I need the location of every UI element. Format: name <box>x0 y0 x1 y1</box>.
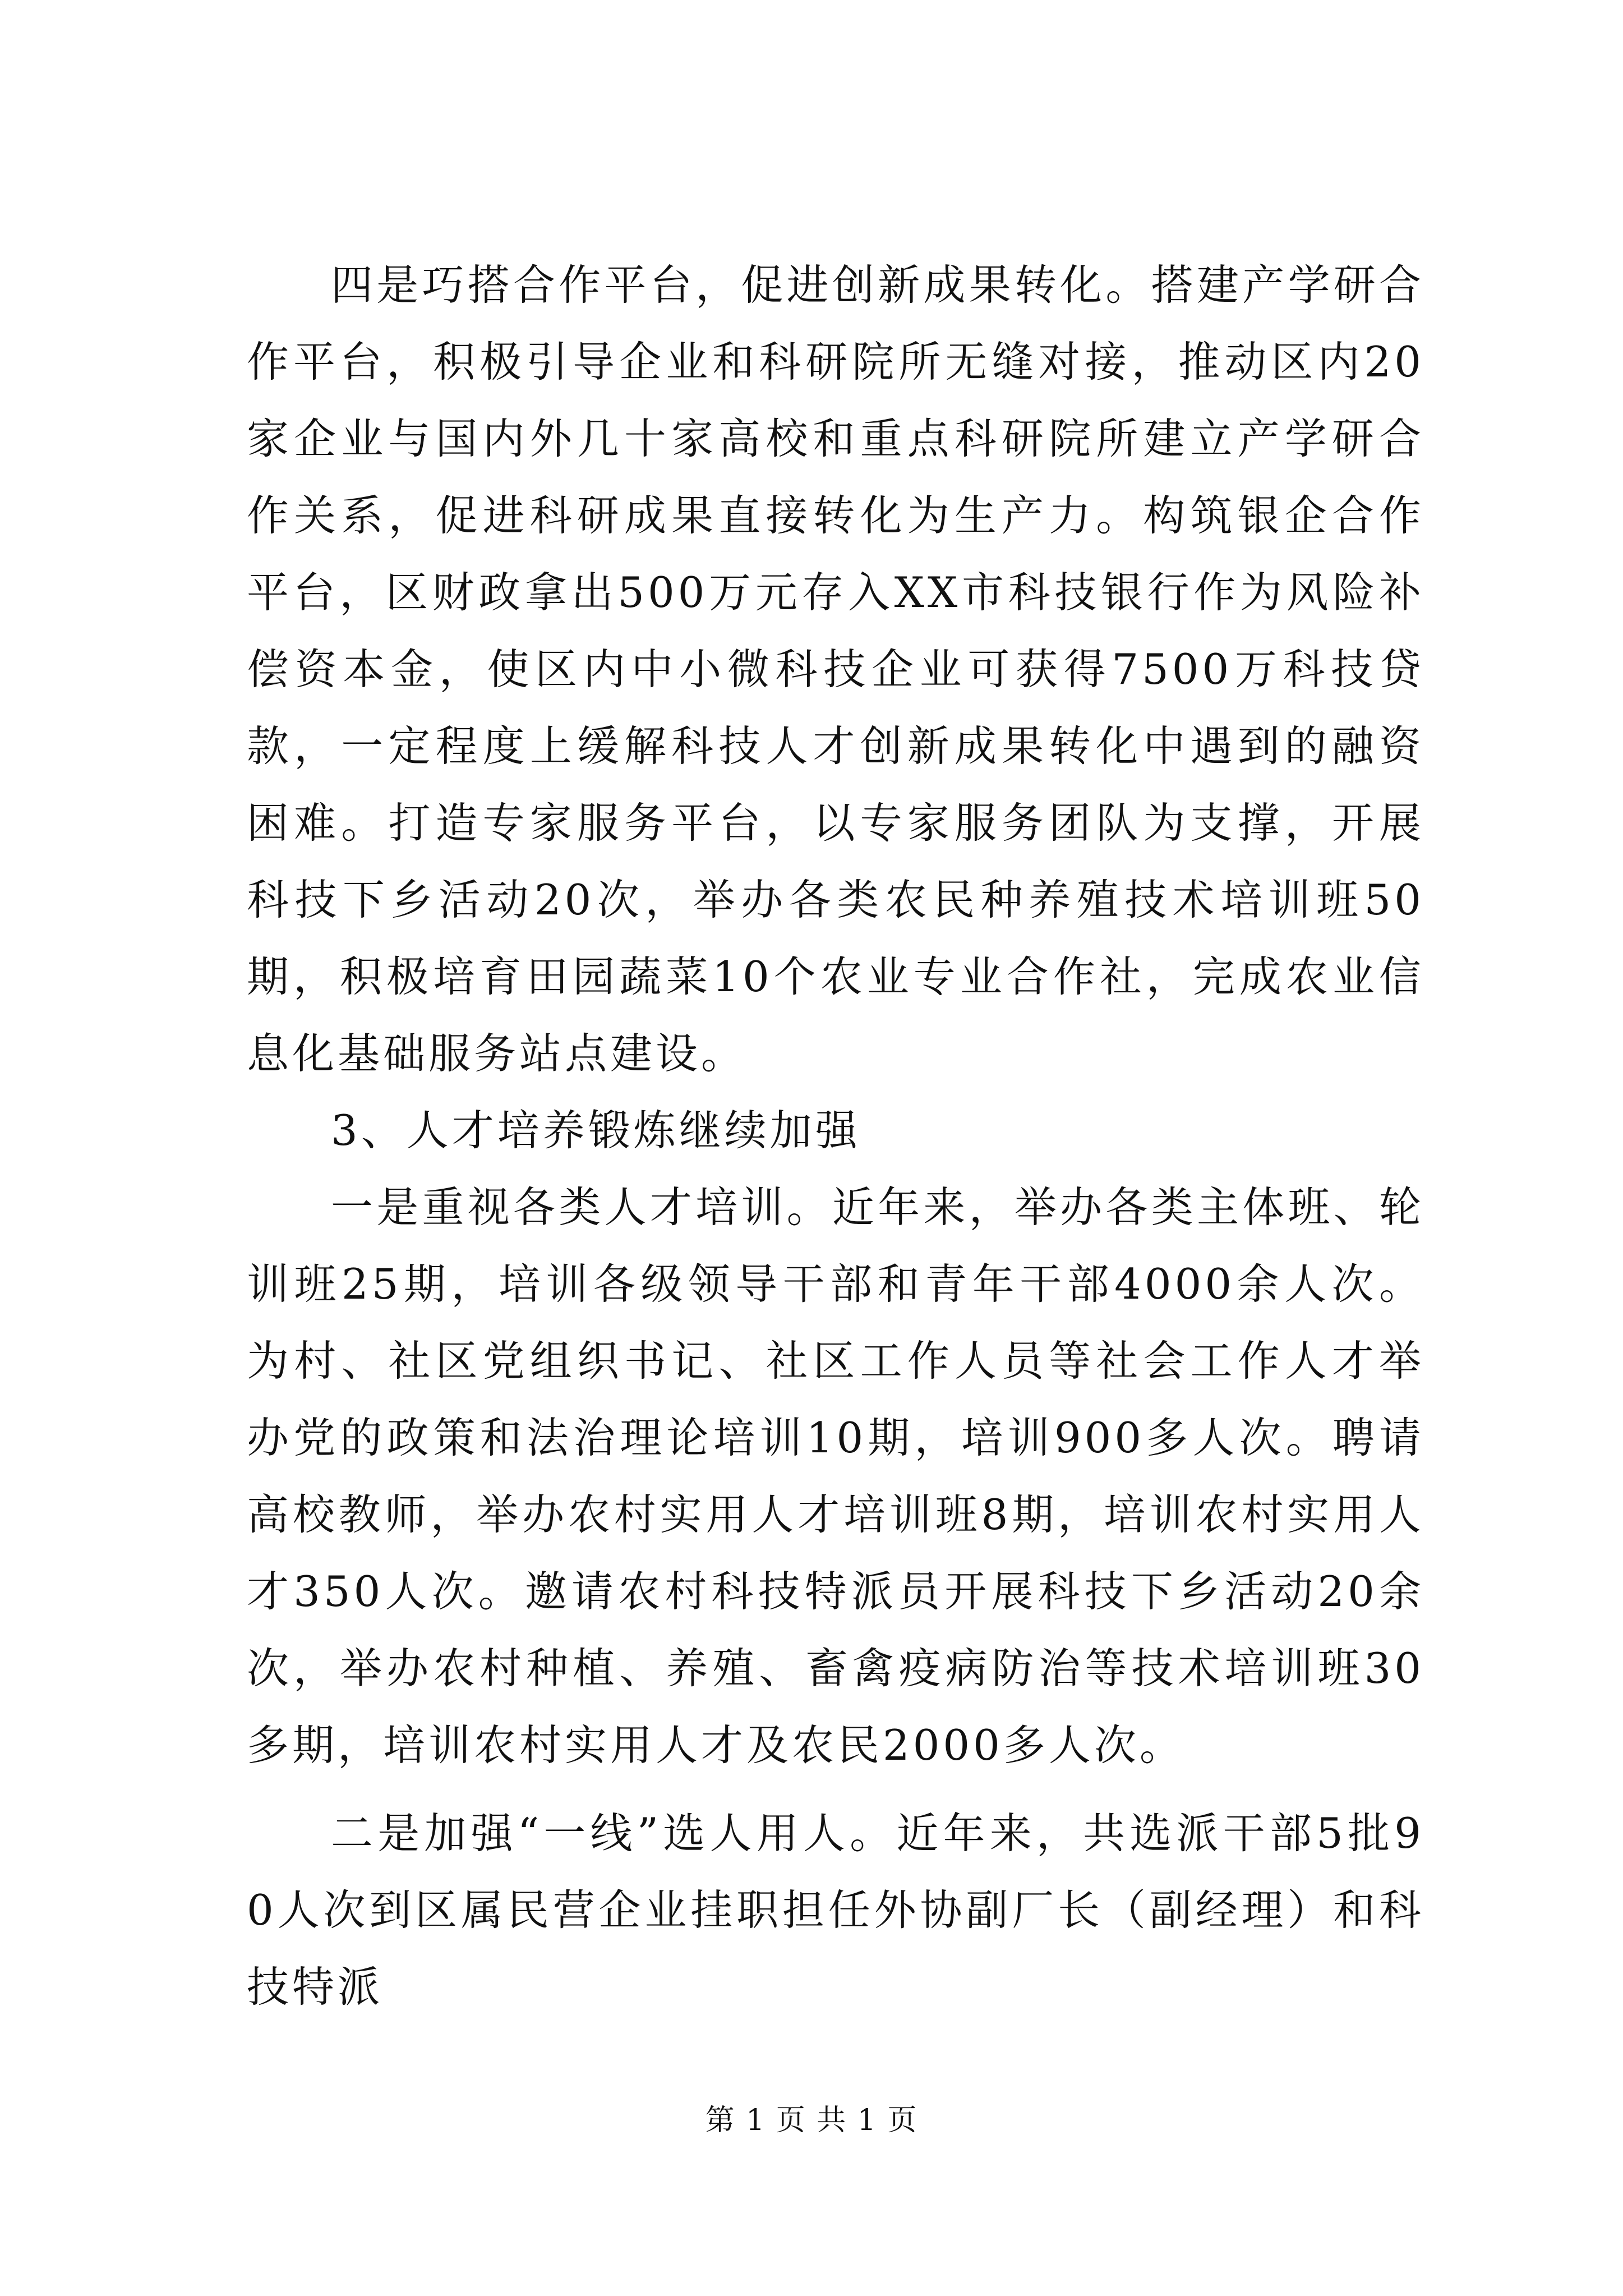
section-heading-talent-training: 3、人才培养锻炼继续加强 <box>331 1106 861 1155</box>
paragraph-frontline-selection: 二是加强“一线”选人用人。近年来，共选派干部5批90人次到区属民营企业挂职担任外协副厂长（副经理）和科技特派 <box>247 1809 1424 2012</box>
page-footer: 第 1 页 共 1 页 <box>705 2104 918 2137</box>
paragraph-platform-cooperation: 四是巧搭合作平台，促进创新成果转化。搭建产学研合作平台，积极引导企业和科研院所无缝对接，推动区内20家企业与国内外几十家高校和重点科研院所建立产学研合作关系，促进科研成果直接转化为生产力。构筑银企合作平台，区财政拿出500万元存入XX市科技银行作为风险补偿资本金，使区内中小微科技企业可获得7500万科技贷款，一定程度上缓解科技人才创新成果转化中遇到的融资困难。打造专家服务平台，以专家服务团队为支撑，开展科技下乡活动20次，举办各类农民种养殖技术培训班50期，积极培育田园蔬菜10个农业专业合作社，完成农业信息化基础服务站点建设。 <box>247 260 1424 1078</box>
document-body <box>247 247 1424 2026</box>
paragraph-talent-training: 一是重视各类人才培训。近年来，举办各类主体班、轮训班25期，培训各级领导干部和青年干部4000余人次。为村、社区党组织书记、社区工作人员等社会工作人才举办党的政策和法治理论培训10期，培训900多人次。聘请高校教师，举办农村实用人才培训班8期，培训农村实用人才350人次。邀请农村科技特派员开展科技下乡活动20余次，举办农村种植、养殖、畜禽疫病防治等技术培训班30多期，培训农村实用人才及农民2000多人次。 <box>247 1182 1424 1770</box>
